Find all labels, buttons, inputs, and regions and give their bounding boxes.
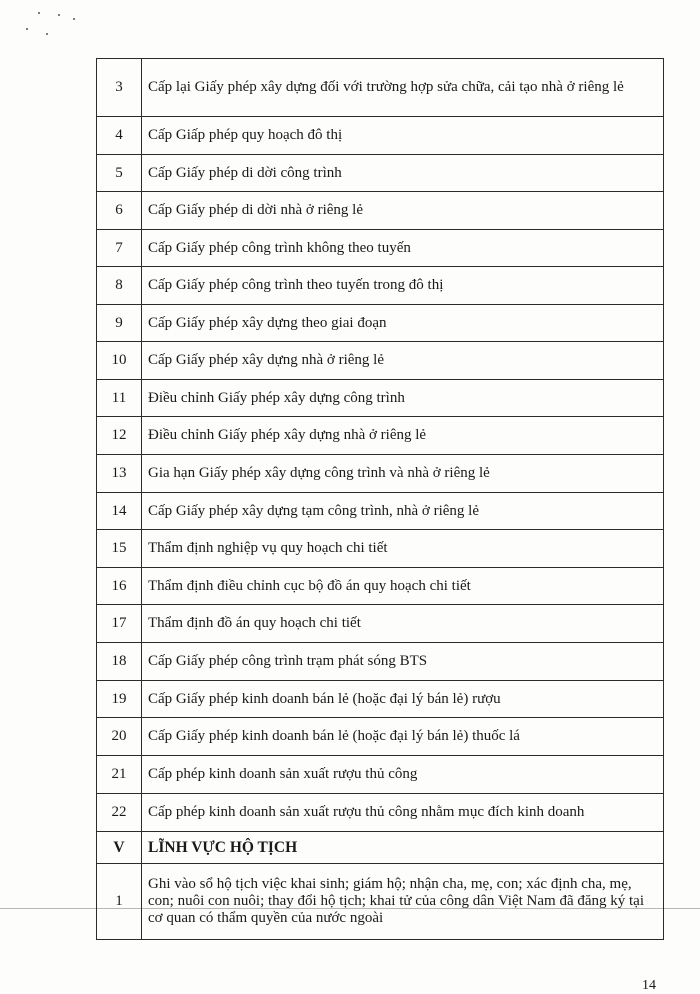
table-row xyxy=(97,530,664,568)
row-number: 13 xyxy=(97,455,142,493)
row-text: Cấp Giấy phép kinh doanh bán lẻ (hoặc đại lý bán lẻ) thuốc lá xyxy=(142,718,664,756)
scan-speck xyxy=(26,28,28,30)
table-row xyxy=(97,718,664,756)
procedure-table xyxy=(96,58,664,940)
row-number: 20 xyxy=(97,718,142,756)
row-text: Cấp Giấy phép công trình không theo tuyến xyxy=(142,230,664,267)
table-row xyxy=(97,794,664,832)
row-text: Điều chỉnh Giấy phép xây dựng nhà ở riêng lẻ xyxy=(142,417,664,455)
section-row xyxy=(97,832,664,864)
table-row xyxy=(97,59,664,117)
row-number: 11 xyxy=(97,380,142,417)
table-row xyxy=(97,681,664,718)
row-number: 12 xyxy=(97,417,142,455)
row-number: 14 xyxy=(97,493,142,530)
row-text: Cấp Giấy phép di dời nhà ở riêng lẻ xyxy=(142,192,664,230)
row-number: 21 xyxy=(97,756,142,794)
row-text: Thẩm định điều chỉnh cục bộ đồ án quy hoạch chi tiết xyxy=(142,568,664,605)
row-number: 9 xyxy=(97,305,142,342)
table-row xyxy=(97,380,664,417)
row-number: 3 xyxy=(97,59,142,117)
page-number: 14 xyxy=(642,978,656,993)
section-title: LĨNH VỰC HỘ TỊCH xyxy=(142,832,664,864)
row-number: 7 xyxy=(97,230,142,267)
row-number: 19 xyxy=(97,681,142,718)
row-number: 5 xyxy=(97,155,142,192)
section-number: V xyxy=(97,832,142,864)
row-text: Cấp Giấy phép công trình trạm phát sóng BTS xyxy=(142,643,664,681)
table-row xyxy=(97,643,664,681)
row-number: 16 xyxy=(97,568,142,605)
row-number: 6 xyxy=(97,192,142,230)
row-number: 10 xyxy=(97,342,142,380)
row-text: Ghi vào sổ hộ tịch việc khai sinh; giám hộ; nhận cha, mẹ, con; xác định cha, mẹ, con; nuôi con nuôi; thay đổi hộ tịch; khai tử của công dân Việt Nam đã đăng ký tại cơ quan có thẩm quyền của nước ngoài xyxy=(142,864,664,940)
table-row xyxy=(97,155,664,192)
scan-speck xyxy=(73,18,75,20)
row-number: 4 xyxy=(97,117,142,155)
row-text: Cấp Giấp phép quy hoạch đô thị xyxy=(142,117,664,155)
table-row xyxy=(97,305,664,342)
row-number: 8 xyxy=(97,267,142,305)
scan-speck xyxy=(58,14,60,16)
table-row xyxy=(97,493,664,530)
table-row xyxy=(97,605,664,643)
row-number: 1 xyxy=(97,864,142,940)
row-number: 15 xyxy=(97,530,142,568)
table-row xyxy=(97,117,664,155)
table-row xyxy=(97,568,664,605)
row-text: Thẩm định đồ án quy hoạch chi tiết xyxy=(142,605,664,643)
scan-speck xyxy=(46,33,48,35)
table-row xyxy=(97,756,664,794)
row-text: Cấp phép kinh doanh sản xuất rượu thủ công nhằm mục đích kinh doanh xyxy=(142,794,664,832)
row-text: Cấp Giấy phép xây dựng tạm công trình, nhà ở riêng lẻ xyxy=(142,493,664,530)
row-text: Cấp Giấy phép xây dựng theo giai đoạn xyxy=(142,305,664,342)
scan-speck xyxy=(38,12,40,14)
row-text: Điều chỉnh Giấy phép xây dựng công trình xyxy=(142,380,664,417)
row-text: Cấp phép kinh doanh sản xuất rượu thủ công xyxy=(142,756,664,794)
row-number: 18 xyxy=(97,643,142,681)
row-text: Gia hạn Giấy phép xây dựng công trình và nhà ở riêng lẻ xyxy=(142,455,664,493)
table-row xyxy=(97,230,664,267)
table-row xyxy=(97,864,664,940)
row-text: Cấp Giấy phép di dời công trình xyxy=(142,155,664,192)
row-text: Cấp Giấy phép kinh doanh bán lẻ (hoặc đại lý bán lẻ) rượu xyxy=(142,681,664,718)
row-text: Cấp Giấy phép công trình theo tuyến trong đô thị xyxy=(142,267,664,305)
row-text: Cấp lại Giấy phép xây dựng đối với trường hợp sửa chữa, cải tạo nhà ở riêng lẻ xyxy=(142,59,664,117)
table-row xyxy=(97,192,664,230)
table-row xyxy=(97,455,664,493)
row-text: Thẩm định nghiệp vụ quy hoạch chi tiết xyxy=(142,530,664,568)
row-number: 17 xyxy=(97,605,142,643)
table-row xyxy=(97,417,664,455)
row-text: Cấp Giấy phép xây dựng nhà ở riêng lẻ xyxy=(142,342,664,380)
row-number: 22 xyxy=(97,794,142,832)
table-row xyxy=(97,267,664,305)
table-row xyxy=(97,342,664,380)
